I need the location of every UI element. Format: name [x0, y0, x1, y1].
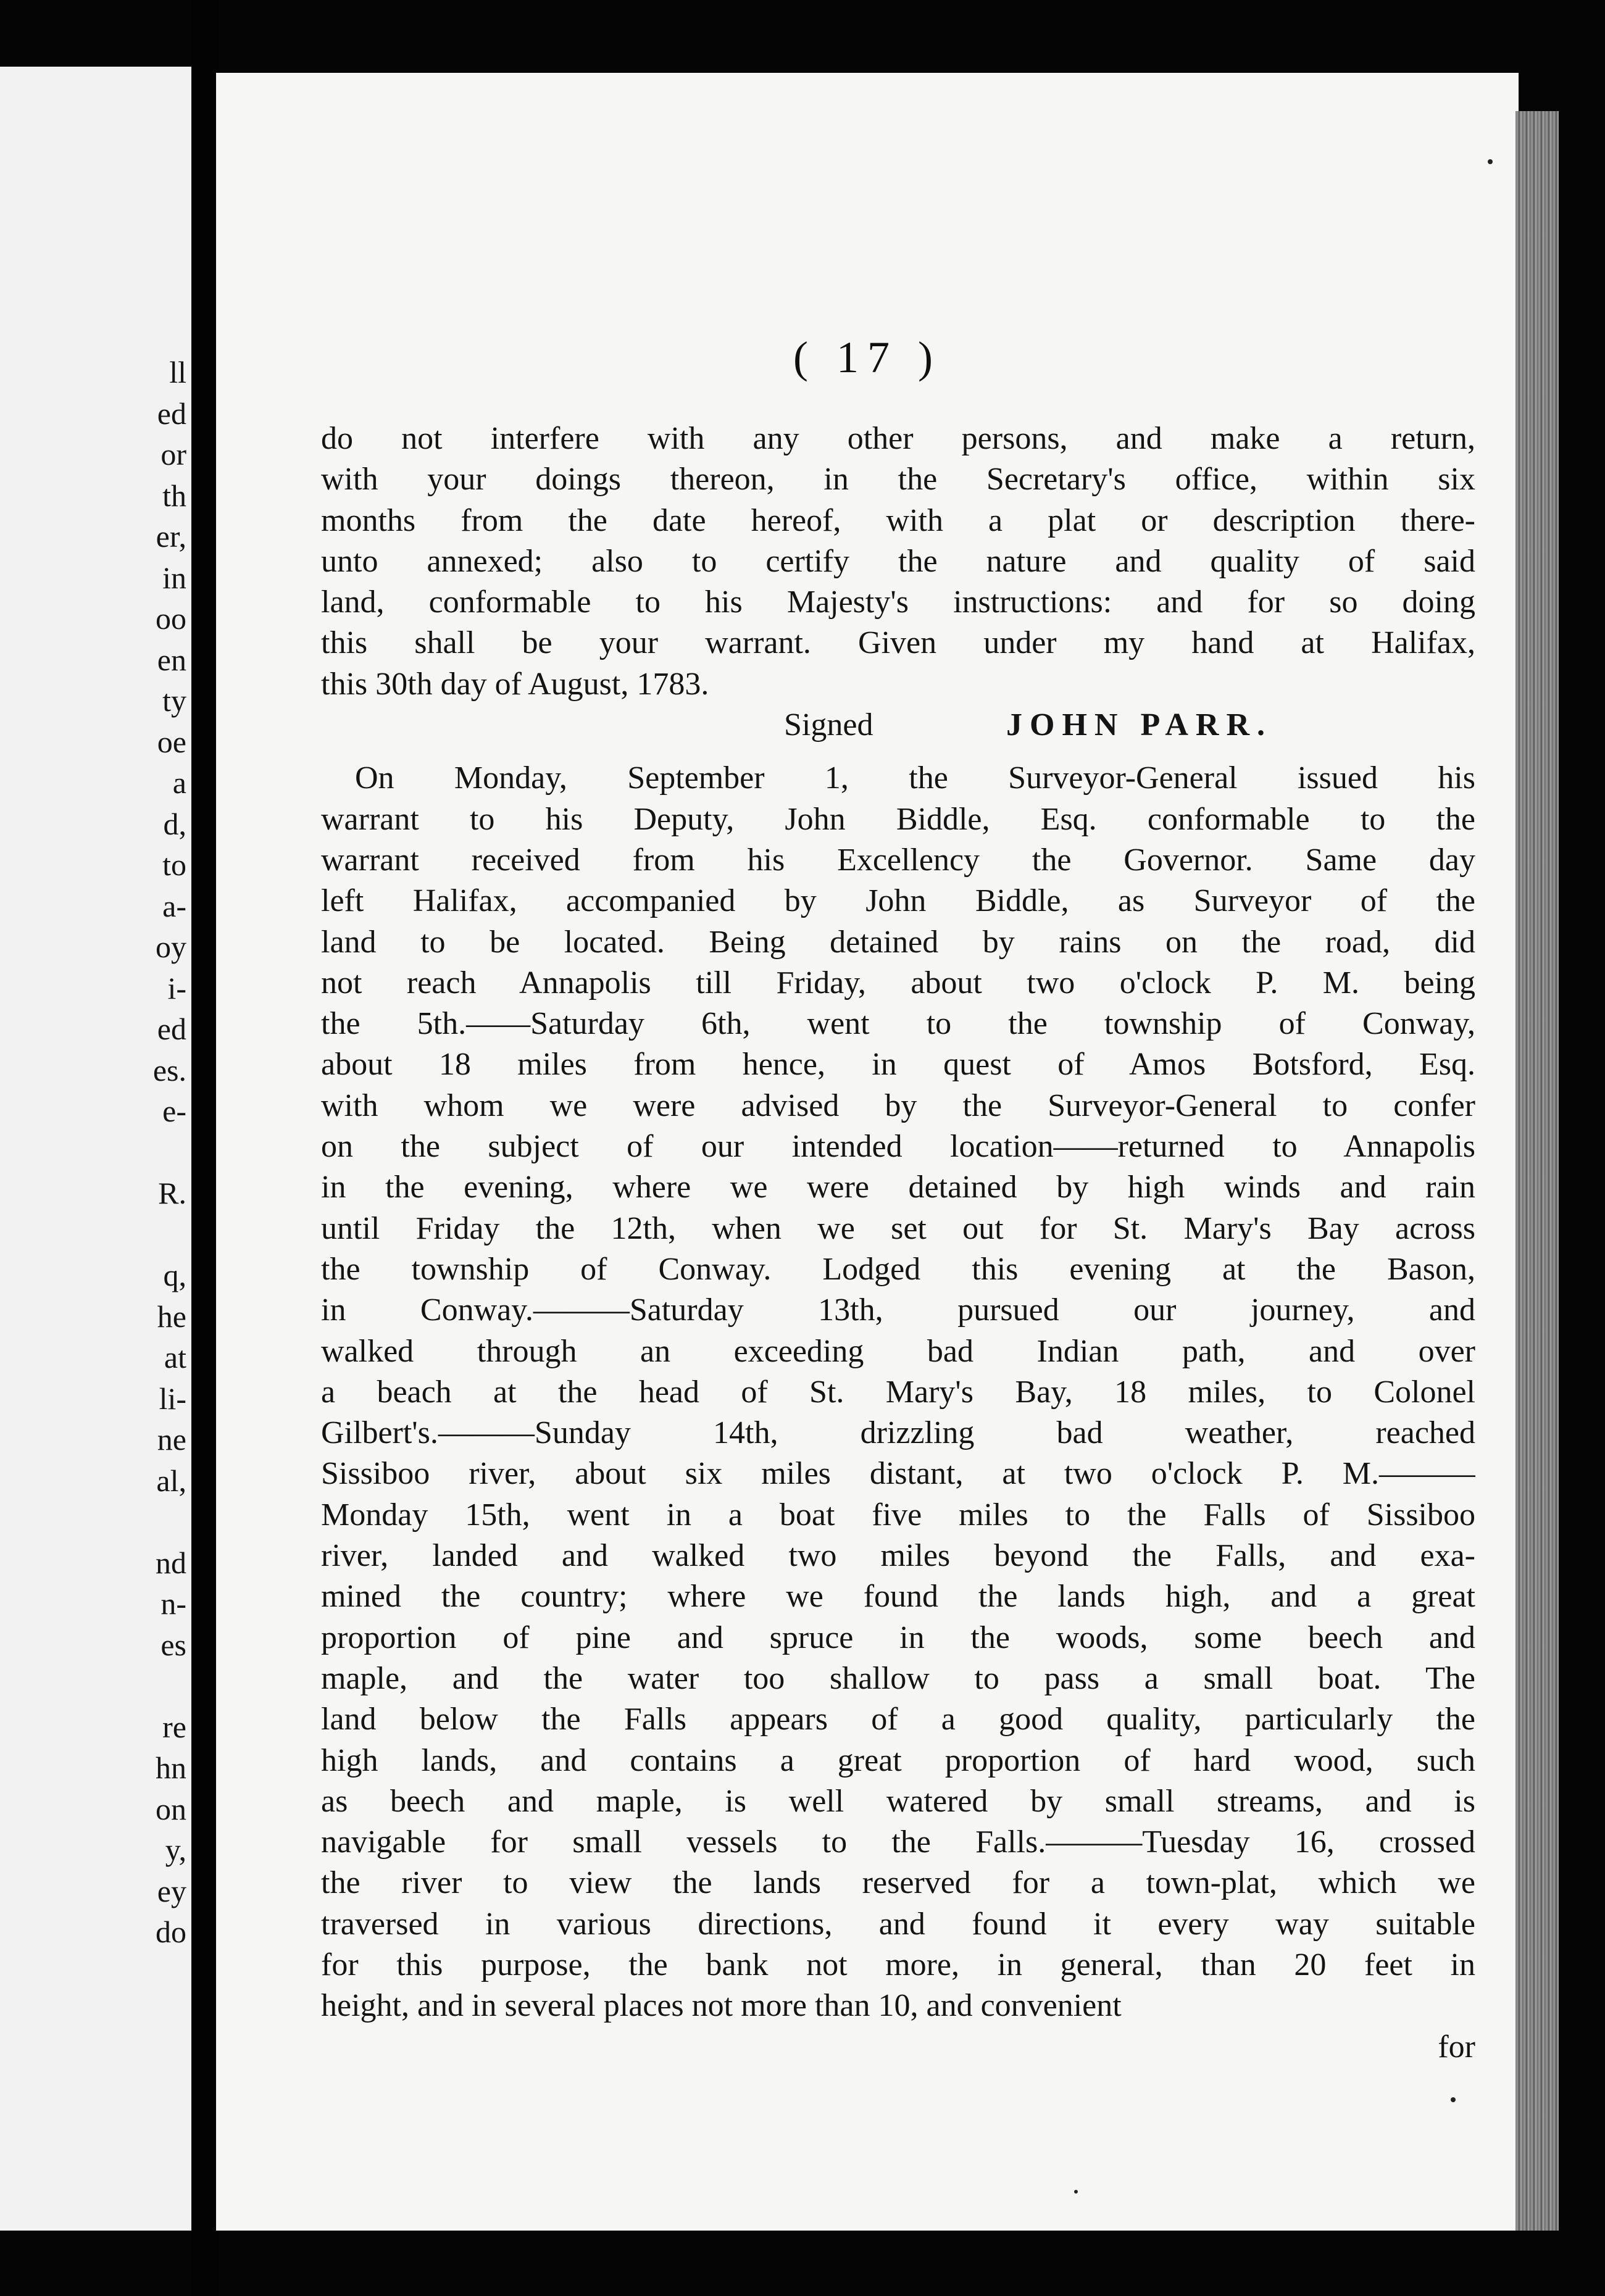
signatory-name: JOHN PARR. [1006, 707, 1273, 743]
left-page-line-fragment: ey [157, 1873, 186, 1908]
catchword: for [1438, 2029, 1475, 2065]
text-line: not reach Annapolis till Friday, about two o'clock P. M. being [321, 965, 1475, 1000]
text-line: navigable for small vessels to the Falls.———Tuesday 16, crossed [321, 1824, 1475, 1860]
text-line: on the subject of our intended location——returned to Annapolis [321, 1129, 1475, 1165]
left-page-line-fragment: y, [165, 1832, 186, 1867]
text-line: mined the country; where we found the lands high, and a great [321, 1579, 1475, 1615]
left-page-line-fragment: th [162, 478, 186, 513]
text-line: in Conway.———Saturday 13th, pursued our journey, and [321, 1292, 1475, 1328]
text-line: a beach at the head of St. Mary's Bay, 18 miles, to Colonel [321, 1374, 1475, 1410]
text-line: the river to view the lands reserved for a town-plat, which we [321, 1865, 1475, 1901]
left-page-line-fragment: n- [160, 1586, 186, 1621]
text-line: river, landed and walked two miles beyond the Falls, and exa- [321, 1538, 1475, 1574]
text-line: months from the date hereof, with a plat or description there- [321, 502, 1475, 538]
left-page-line-fragment: a [172, 765, 186, 800]
text-line: this 30th day of August, 1783. [321, 666, 709, 702]
text-line: Sissiboo river, about six miles distant, at two o'clock P. M.——— [321, 1456, 1475, 1492]
text-line: with whom we were advised by the Surveyor-General to confer [321, 1088, 1475, 1123]
text-line: unto annexed; also to certify the nature and quality of said [321, 543, 1475, 579]
ink-speck [1488, 159, 1493, 164]
ink-speck [1074, 2190, 1078, 2194]
text-line: about 18 miles from hence, in quest of Amos Botsford, Esq. [321, 1047, 1475, 1083]
text-line: this shall be your warrant. Given under my hand at Halifax, [321, 625, 1475, 661]
left-page-line-fragment: ll [169, 355, 186, 389]
left-page-line-fragment: ty [162, 683, 186, 718]
text-line: the 5th.——Saturday 6th, went to the township of Conway, [321, 1006, 1475, 1042]
left-page-line-fragment: oe [157, 724, 186, 759]
text-line: proportion of pine and spruce in the woods, some beech and [321, 1620, 1475, 1655]
left-page-line-fragment: es. [152, 1052, 186, 1088]
text-line: land to be located. Being detained by rains on the road, did [321, 924, 1475, 960]
text-line: for this purpose, the bank not more, in general, than 20 feet in [321, 1947, 1475, 1982]
text-line: warrant received from his Excellency the Governor. Same day [321, 842, 1475, 878]
left-page-line-fragment: al, [156, 1463, 186, 1498]
text-line: with your doings thereon, in the Secretary's office, within six [321, 462, 1475, 497]
left-page-line-fragment: ed [157, 1012, 186, 1046]
text-line: maple, and the water too shallow to pass a small boat. The [321, 1660, 1475, 1696]
left-page-line-fragment: oy [156, 930, 186, 964]
text-line: On Monday, September 1, the Surveyor-General issued his [355, 760, 1475, 796]
text-line: as beech and maple, is well watered by small streams, and is [321, 1783, 1475, 1819]
text-line: Gilbert's.———Sunday 14th, drizzling bad weather, reached [321, 1415, 1475, 1451]
left-page-line-fragment: d, [163, 806, 186, 841]
left-page-line-fragment: hn [156, 1750, 186, 1785]
left-page-line-fragment: in [162, 560, 186, 595]
left-page-line-fragment: at [164, 1340, 186, 1375]
ink-speck [1451, 2097, 1456, 2102]
left-page-line-fragment: li- [159, 1381, 186, 1416]
left-page-line-fragment: ne [157, 1422, 186, 1457]
left-page-line-fragment: R. [158, 1176, 186, 1210]
text-line: Monday 15th, went in a boat five miles to the Falls of Sissiboo [321, 1497, 1475, 1533]
left-page-line-fragment: q, [163, 1258, 186, 1292]
left-page-line-fragment: e- [162, 1094, 186, 1128]
paragraph-journal [321, 758, 1475, 2026]
left-page-line-fragment: en [157, 642, 186, 677]
left-page-fragment [0, 67, 191, 2231]
signature-line [321, 705, 1475, 746]
text-line: warrant to his Deputy, John Biddle, Esq. conformable to the [321, 801, 1475, 837]
left-page-line-fragment: oo [156, 601, 186, 636]
left-page-line-fragment: a- [162, 888, 186, 923]
main-page [216, 73, 1519, 2231]
text-line: land, conformable to his Majesty's instructions: and for so doing [321, 584, 1475, 620]
left-page-line-fragment: he [157, 1299, 186, 1334]
text-line: traversed in various directions, and found it every way suitable [321, 1906, 1475, 1942]
page-edges [1515, 111, 1559, 2231]
text-line: land below the Falls appears of a good quality, particularly the [321, 1702, 1475, 1737]
page-number: ( 17 ) [793, 333, 941, 382]
signed-label: Signed [784, 707, 873, 743]
left-page-line-fragment: es [160, 1627, 186, 1662]
text-line: height, and in several places not more than 10, and convenient [321, 1988, 1122, 2024]
left-page-line-fragment: re [162, 1709, 186, 1744]
left-page-line-fragment: to [162, 847, 186, 882]
text-line: high lands, and contains a great proportion of hard wood, such [321, 1742, 1475, 1778]
text-line: in the evening, where we were detained by high winds and rain [321, 1170, 1475, 1205]
text-line: the township of Conway. Lodged this evening at the Bason, [321, 1251, 1475, 1287]
left-page-line-fragment: i- [167, 970, 186, 1005]
text-line: walked through an exceeding bad Indian path, and over [321, 1333, 1475, 1369]
left-page-line-fragment: ed [157, 396, 186, 431]
paragraph-warrant [321, 418, 1475, 705]
text-block [321, 418, 1475, 2068]
left-page-line-fragment: er, [156, 519, 186, 554]
text-line: left Halifax, accompanied by John Biddle, as Surveyor of the [321, 883, 1475, 919]
left-page-line-fragment: do [156, 1915, 186, 1949]
text-line: do not interfere with any other persons, and make a return, [321, 421, 1475, 456]
left-page-line-fragment: nd [156, 1545, 186, 1580]
left-page-line-fragment: or [160, 437, 186, 472]
left-page-line-fragment: on [156, 1791, 186, 1826]
book-gutter [191, 0, 219, 2296]
text-line: until Friday the 12th, when we set out for St. Mary's Bay across [321, 1210, 1475, 1246]
